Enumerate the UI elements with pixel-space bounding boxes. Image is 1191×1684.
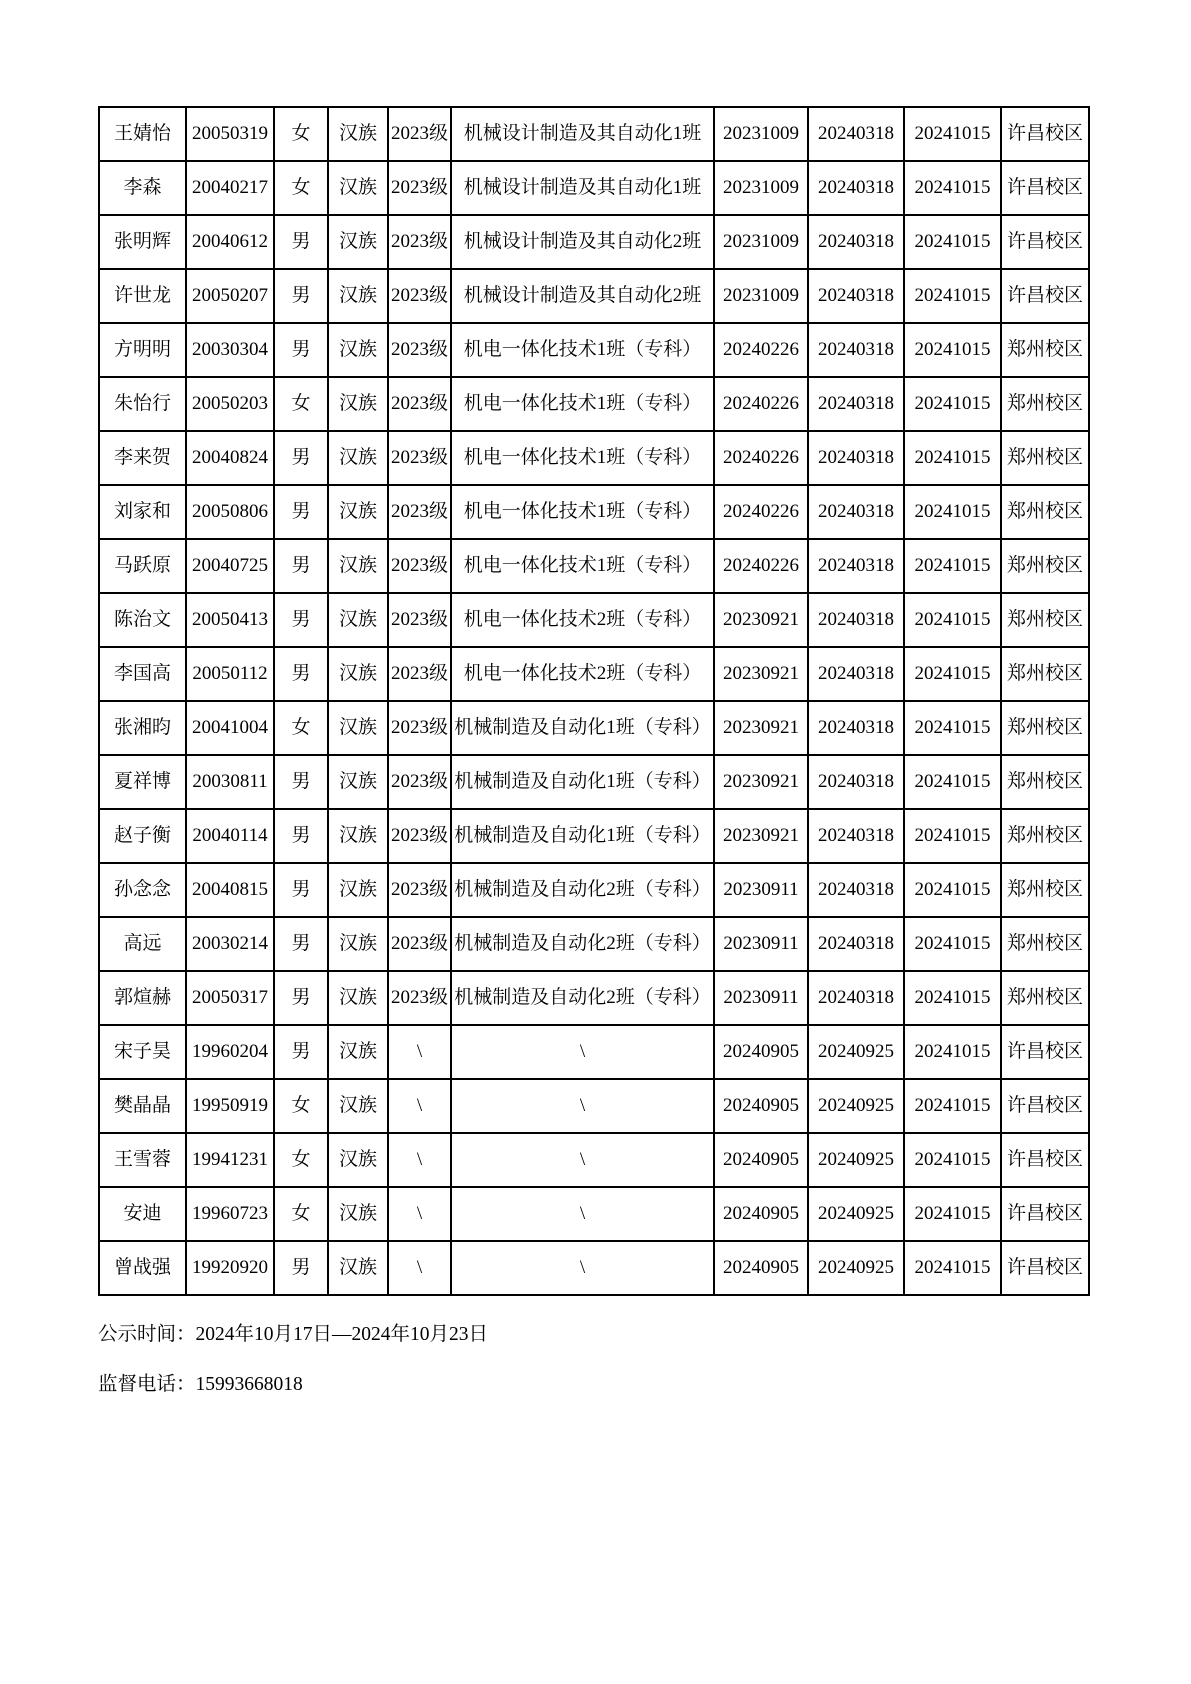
birth-date-cell: 20050112 [186,647,274,701]
table-row [99,1241,1089,1295]
ethnicity-cell: 汉族 [328,647,388,701]
date-2-cell: 20240925 [808,1241,904,1295]
table-row [99,1025,1089,1079]
student-name-cell: 樊晶晶 [99,1079,186,1133]
student-name-cell: 许世龙 [99,269,186,323]
date-3-cell: 20241015 [904,323,1001,377]
grade-cell: 2023级 [388,269,451,323]
ethnicity-cell: 汉族 [328,917,388,971]
date-2-cell: 20240925 [808,1079,904,1133]
campus-cell: 许昌校区 [1001,1025,1089,1079]
date-1-cell: 20240226 [714,323,808,377]
student-name-cell: 李森 [99,161,186,215]
class-name-cell: 机械制造及自动化2班（专科） [451,863,714,917]
campus-cell: 郑州校区 [1001,809,1089,863]
date-2-cell: 20240318 [808,755,904,809]
date-2-cell: 20240318 [808,485,904,539]
student-roster-table [98,106,1090,1296]
class-name-cell: 机械制造及自动化1班（专科） [451,701,714,755]
campus-cell: 许昌校区 [1001,1079,1089,1133]
date-2-cell: 20240925 [808,1025,904,1079]
student-name-cell: 马跃原 [99,539,186,593]
ethnicity-cell: 汉族 [328,215,388,269]
birth-date-cell: 20050207 [186,269,274,323]
table-row [99,539,1089,593]
campus-cell: 郑州校区 [1001,647,1089,701]
gender-cell: 女 [274,107,328,161]
campus-cell: 郑州校区 [1001,539,1089,593]
grade-cell: 2023级 [388,539,451,593]
date-3-cell: 20241015 [904,971,1001,1025]
date-2-cell: 20240318 [808,971,904,1025]
date-3-cell: 20241015 [904,917,1001,971]
campus-cell: 许昌校区 [1001,1133,1089,1187]
class-name-cell: \ [451,1133,714,1187]
date-3-cell: 20241015 [904,161,1001,215]
date-2-cell: 20240318 [808,377,904,431]
ethnicity-cell: 汉族 [328,323,388,377]
gender-cell: 男 [274,971,328,1025]
gender-cell: 男 [274,755,328,809]
grade-cell: \ [388,1133,451,1187]
table-row [99,1079,1089,1133]
student-name-cell: 赵子衡 [99,809,186,863]
table-row [99,1133,1089,1187]
ethnicity-cell: 汉族 [328,1025,388,1079]
table-row [99,917,1089,971]
gender-cell: 男 [274,863,328,917]
grade-cell: 2023级 [388,323,451,377]
date-2-cell: 20240318 [808,431,904,485]
campus-cell: 郑州校区 [1001,971,1089,1025]
roster-body [99,107,1089,1295]
date-2-cell: 20240318 [808,269,904,323]
student-name-cell: 孙念念 [99,863,186,917]
campus-cell: 郑州校区 [1001,323,1089,377]
ethnicity-cell: 汉族 [328,971,388,1025]
campus-cell: 许昌校区 [1001,161,1089,215]
date-3-cell: 20241015 [904,863,1001,917]
birth-date-cell: 20040725 [186,539,274,593]
ethnicity-cell: 汉族 [328,161,388,215]
birth-date-cell: 20050806 [186,485,274,539]
ethnicity-cell: 汉族 [328,269,388,323]
student-name-cell: 李来贺 [99,431,186,485]
gender-cell: 女 [274,377,328,431]
date-3-cell: 20241015 [904,1133,1001,1187]
ethnicity-cell: 汉族 [328,701,388,755]
gender-cell: 男 [274,647,328,701]
date-3-cell: 20241015 [904,755,1001,809]
date-1-cell: 20230911 [714,863,808,917]
ethnicity-cell: 汉族 [328,863,388,917]
class-name-cell: 机械制造及自动化1班（专科） [451,809,714,863]
gender-cell: 男 [274,1025,328,1079]
publicity-period-text: 公示时间：2024年10月17日—2024年10月23日 [98,1324,489,1345]
date-1-cell: 20231009 [714,215,808,269]
campus-cell: 郑州校区 [1001,701,1089,755]
campus-cell: 许昌校区 [1001,107,1089,161]
class-name-cell: 机电一体化技术1班（专科） [451,485,714,539]
date-3-cell: 20241015 [904,1187,1001,1241]
grade-cell: 2023级 [388,485,451,539]
date-1-cell: 20231009 [714,107,808,161]
birth-date-cell: 19950919 [186,1079,274,1133]
student-name-cell: 张明辉 [99,215,186,269]
gender-cell: 女 [274,701,328,755]
student-name-cell: 夏祥博 [99,755,186,809]
date-3-cell: 20241015 [904,539,1001,593]
ethnicity-cell: 汉族 [328,485,388,539]
date-1-cell: 20240226 [714,539,808,593]
birth-date-cell: 19960723 [186,1187,274,1241]
date-3-cell: 20241015 [904,701,1001,755]
grade-cell: 2023级 [388,593,451,647]
gender-cell: 男 [274,485,328,539]
campus-cell: 郑州校区 [1001,431,1089,485]
table-row [99,485,1089,539]
date-1-cell: 20240226 [714,377,808,431]
student-name-cell: 张湘昀 [99,701,186,755]
grade-cell: 2023级 [388,809,451,863]
gender-cell: 男 [274,539,328,593]
grade-cell: 2023级 [388,377,451,431]
ethnicity-cell: 汉族 [328,107,388,161]
student-name-cell: 方明明 [99,323,186,377]
ethnicity-cell: 汉族 [328,539,388,593]
table-row [99,377,1089,431]
grade-cell: 2023级 [388,863,451,917]
student-name-cell: 曾战强 [99,1241,186,1295]
class-name-cell: 机电一体化技术1班（专科） [451,431,714,485]
ethnicity-cell: 汉族 [328,1241,388,1295]
ethnicity-cell: 汉族 [328,431,388,485]
date-1-cell: 20230911 [714,917,808,971]
campus-cell: 郑州校区 [1001,863,1089,917]
date-3-cell: 20241015 [904,647,1001,701]
ethnicity-cell: 汉族 [328,377,388,431]
date-1-cell: 20230921 [714,701,808,755]
date-3-cell: 20241015 [904,1025,1001,1079]
date-3-cell: 20241015 [904,593,1001,647]
ethnicity-cell: 汉族 [328,809,388,863]
campus-cell: 郑州校区 [1001,755,1089,809]
table-row [99,107,1089,161]
date-1-cell: 20240905 [714,1025,808,1079]
date-1-cell: 20231009 [714,161,808,215]
birth-date-cell: 19941231 [186,1133,274,1187]
grade-cell: \ [388,1079,451,1133]
table-row [99,323,1089,377]
campus-cell: 郑州校区 [1001,917,1089,971]
grade-cell: \ [388,1187,451,1241]
birth-date-cell: 20030304 [186,323,274,377]
date-2-cell: 20240318 [808,215,904,269]
date-2-cell: 20240318 [808,647,904,701]
student-name-cell: 安迪 [99,1187,186,1241]
date-1-cell: 20240226 [714,431,808,485]
birth-date-cell: 20050413 [186,593,274,647]
date-2-cell: 20240318 [808,539,904,593]
table-row [99,215,1089,269]
class-name-cell: \ [451,1079,714,1133]
date-2-cell: 20240318 [808,917,904,971]
class-name-cell: 机械设计制造及其自动化2班 [451,269,714,323]
student-name-cell: 李国高 [99,647,186,701]
gender-cell: 男 [274,1241,328,1295]
class-name-cell: 机电一体化技术1班（专科） [451,539,714,593]
birth-date-cell: 20040815 [186,863,274,917]
class-name-cell: 机电一体化技术1班（专科） [451,323,714,377]
date-1-cell: 20240226 [714,485,808,539]
student-name-cell: 郭煊赫 [99,971,186,1025]
class-name-cell: 机电一体化技术2班（专科） [451,647,714,701]
date-1-cell: 20230921 [714,755,808,809]
date-2-cell: 20240318 [808,593,904,647]
birth-date-cell: 19920920 [186,1241,274,1295]
date-2-cell: 20240318 [808,701,904,755]
date-1-cell: 20240905 [714,1241,808,1295]
campus-cell: 许昌校区 [1001,1241,1089,1295]
campus-cell: 许昌校区 [1001,269,1089,323]
grade-cell: 2023级 [388,161,451,215]
date-3-cell: 20241015 [904,1079,1001,1133]
student-name-cell: 宋子昊 [99,1025,186,1079]
date-3-cell: 20241015 [904,809,1001,863]
date-1-cell: 20240905 [714,1187,808,1241]
date-1-cell: 20240905 [714,1133,808,1187]
date-3-cell: 20241015 [904,377,1001,431]
student-name-cell: 陈治文 [99,593,186,647]
birth-date-cell: 20040114 [186,809,274,863]
gender-cell: 男 [274,431,328,485]
gender-cell: 女 [274,1079,328,1133]
table-row [99,161,1089,215]
student-name-cell: 王雪蓉 [99,1133,186,1187]
class-name-cell: 机械制造及自动化2班（专科） [451,971,714,1025]
table-row [99,1187,1089,1241]
date-2-cell: 20240318 [808,863,904,917]
table-row [99,809,1089,863]
class-name-cell: 机械设计制造及其自动化1班 [451,107,714,161]
date-2-cell: 20240318 [808,161,904,215]
table-row [99,755,1089,809]
gender-cell: 男 [274,917,328,971]
date-3-cell: 20241015 [904,107,1001,161]
gender-cell: 男 [274,323,328,377]
class-name-cell: \ [451,1187,714,1241]
birth-date-cell: 20040612 [186,215,274,269]
student-name-cell: 高远 [99,917,186,971]
date-1-cell: 20230921 [714,593,808,647]
date-3-cell: 20241015 [904,431,1001,485]
date-3-cell: 20241015 [904,269,1001,323]
class-name-cell: 机电一体化技术2班（专科） [451,593,714,647]
date-2-cell: 20240925 [808,1133,904,1187]
date-2-cell: 20240318 [808,107,904,161]
table-row [99,647,1089,701]
birth-date-cell: 20040824 [186,431,274,485]
grade-cell: 2023级 [388,107,451,161]
gender-cell: 男 [274,269,328,323]
student-name-cell: 刘家和 [99,485,186,539]
class-name-cell: 机械制造及自动化2班（专科） [451,917,714,971]
birth-date-cell: 20050317 [186,971,274,1025]
student-name-cell: 朱怡行 [99,377,186,431]
gender-cell: 女 [274,161,328,215]
gender-cell: 男 [274,593,328,647]
grade-cell: 2023级 [388,917,451,971]
grade-cell: 2023级 [388,215,451,269]
date-2-cell: 20240318 [808,809,904,863]
class-name-cell: 机电一体化技术1班（专科） [451,377,714,431]
gender-cell: 女 [274,1187,328,1241]
grade-cell: \ [388,1025,451,1079]
date-1-cell: 20230921 [714,809,808,863]
date-2-cell: 20240925 [808,1187,904,1241]
campus-cell: 郑州校区 [1001,377,1089,431]
page-footer [98,1322,488,1422]
class-name-cell: \ [451,1025,714,1079]
class-name-cell: 机械设计制造及其自动化1班 [451,161,714,215]
date-3-cell: 20241015 [904,485,1001,539]
date-1-cell: 20240905 [714,1079,808,1133]
gender-cell: 女 [274,1133,328,1187]
birth-date-cell: 20050203 [186,377,274,431]
grade-cell: 2023级 [388,755,451,809]
ethnicity-cell: 汉族 [328,1187,388,1241]
grade-cell: 2023级 [388,647,451,701]
birth-date-cell: 20030811 [186,755,274,809]
birth-date-cell: 20030214 [186,917,274,971]
supervision-phone-text: 监督电话：15993668018 [98,1374,303,1395]
grade-cell: 2023级 [388,971,451,1025]
grade-cell: 2023级 [388,431,451,485]
date-3-cell: 20241015 [904,1241,1001,1295]
table-row [99,863,1089,917]
birth-date-cell: 20050319 [186,107,274,161]
table-row [99,701,1089,755]
date-1-cell: 20231009 [714,269,808,323]
class-name-cell: 机械制造及自动化1班（专科） [451,755,714,809]
date-2-cell: 20240318 [808,323,904,377]
campus-cell: 许昌校区 [1001,1187,1089,1241]
birth-date-cell: 19960204 [186,1025,274,1079]
ethnicity-cell: 汉族 [328,593,388,647]
gender-cell: 男 [274,809,328,863]
table-row [99,269,1089,323]
grade-cell: 2023级 [388,701,451,755]
table-row [99,431,1089,485]
campus-cell: 郑州校区 [1001,593,1089,647]
date-1-cell: 20230911 [714,971,808,1025]
campus-cell: 许昌校区 [1001,215,1089,269]
class-name-cell: 机械设计制造及其自动化2班 [451,215,714,269]
ethnicity-cell: 汉族 [328,1079,388,1133]
birth-date-cell: 20041004 [186,701,274,755]
date-3-cell: 20241015 [904,215,1001,269]
birth-date-cell: 20040217 [186,161,274,215]
gender-cell: 男 [274,215,328,269]
table-row [99,593,1089,647]
date-1-cell: 20230921 [714,647,808,701]
student-name-cell: 王婧怡 [99,107,186,161]
ethnicity-cell: 汉族 [328,1133,388,1187]
table-row [99,971,1089,1025]
campus-cell: 郑州校区 [1001,485,1089,539]
ethnicity-cell: 汉族 [328,755,388,809]
grade-cell: \ [388,1241,451,1295]
class-name-cell: \ [451,1241,714,1295]
